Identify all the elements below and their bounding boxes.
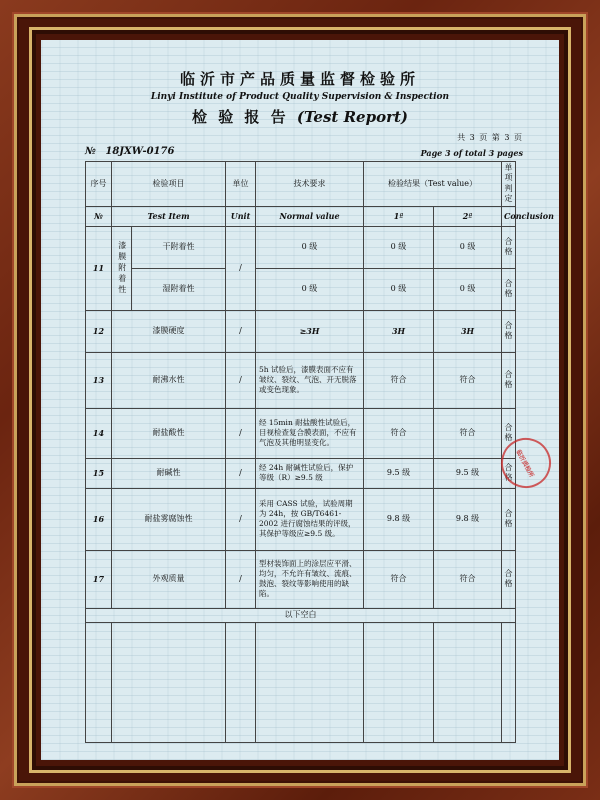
row-value-1: 符合 [364, 352, 434, 408]
row-no: 15 [86, 458, 112, 488]
institute-name-en: Linyi Institute of Product Quality Supervision & Inspection [150, 92, 450, 102]
col-header-unit: 单位 [226, 162, 256, 207]
row-value-2: 符合 [434, 408, 502, 458]
row-no: 13 [86, 352, 112, 408]
col-header-item-en: Test Item [112, 206, 226, 226]
row-unit: / [226, 488, 256, 550]
col-header-item: 检验项目 [112, 162, 226, 207]
row-conclusion: 合格 [502, 268, 516, 310]
col-header-req: 技术要求 [256, 162, 364, 207]
table-row [86, 550, 516, 608]
row-item: 湿附着性 [132, 268, 226, 310]
row-item: 外观质量 [112, 550, 226, 608]
report-title [41, 106, 559, 127]
report-number-label: № [85, 146, 96, 157]
col-header-no: 序号 [86, 162, 112, 207]
col-header-r1: 1ª [364, 206, 434, 226]
row-req: 型材装饰面上的涂层应平滑、均匀，不允许有皱纹、流痕、鼓泡、裂纹等影响使用的缺陷。 [256, 550, 364, 608]
row-conclusion: 合格 [502, 488, 516, 550]
row-req: ≥3H [256, 310, 364, 352]
row-value-1: 9.5 级 [364, 458, 434, 488]
col-header-conclusion-en: Conclusion [502, 206, 516, 226]
row-value-1: 符合 [364, 408, 434, 458]
table-row [86, 458, 516, 488]
report-paper [41, 40, 559, 760]
row-item: 漆膜硬度 [112, 310, 226, 352]
row-req: 采用 CASS 试验，试验周期为 24h，按 GB/T6461-2002 进行腐蚀结果的评级，其保护等级应≥9.5 级。 [256, 488, 364, 550]
row-req: 5h 试验后，漆膜表面不应有皱纹、裂纹、气泡、开无脱落或变色现象。 [256, 352, 364, 408]
row-conclusion: 合格 [502, 550, 516, 608]
row-value-2: 0 级 [434, 226, 502, 268]
page-info-en: Page 3 of total 3 pages [420, 148, 523, 158]
row-no: 17 [86, 550, 112, 608]
report-number-value: 18JXW-0176 [105, 146, 175, 157]
row-req: 经 24h 耐碱性试验后，保护等级（R）≥9.5 级 [256, 458, 364, 488]
row-no: 11 [86, 226, 112, 310]
row-value-1: 0 级 [364, 268, 434, 310]
row-value-1: 3H [364, 310, 434, 352]
report-title-en: (Test Report) [296, 108, 408, 126]
table-row [86, 408, 516, 458]
row-conclusion: 合格 [502, 310, 516, 352]
col-header-result: 检验结果（Test value） [364, 162, 502, 207]
col-header-conclusion: 单项判定 [502, 162, 516, 207]
table-empty-area [86, 622, 516, 742]
row-value-2: 9.5 级 [434, 458, 502, 488]
header-row-en [86, 206, 516, 226]
row-unit: / [226, 226, 256, 310]
row-item: 干附着性 [132, 226, 226, 268]
row-unit: / [226, 310, 256, 352]
col-header-no-en: № [86, 206, 112, 226]
table-footer-row [86, 608, 516, 622]
row-value-2: 0 级 [434, 268, 502, 310]
row-value-2: 3H [434, 310, 502, 352]
col-header-r2: 2ª [434, 206, 502, 226]
row-conclusion: 合格 [502, 352, 516, 408]
row-item: 耐盐酸性 [112, 408, 226, 458]
row-req: 0 级 [256, 268, 364, 310]
row-value-2: 符合 [434, 550, 502, 608]
empty-cell [502, 622, 516, 742]
row-group-label: 漆膜附着性 [112, 226, 132, 310]
empty-cell [86, 622, 112, 742]
institute-name-cn: 临沂市产品质量监督检验所 [179, 70, 420, 88]
report-title-cn: 检 验 报 告 [191, 108, 289, 126]
blank-below-note: 以下空白 [86, 608, 516, 622]
empty-cell [364, 622, 434, 742]
row-req: 经 15min 耐盐酸性试验后，目视检查复合膜表面，不应有气泡及其他明显变化。 [256, 408, 364, 458]
table-row [86, 226, 516, 268]
row-no: 12 [86, 310, 112, 352]
row-value-1: 符合 [364, 550, 434, 608]
table-row [86, 268, 516, 310]
report-number [85, 146, 174, 157]
row-value-1: 0 级 [364, 226, 434, 268]
col-header-req-en: Normal value [256, 206, 364, 226]
row-unit: / [226, 408, 256, 458]
table-row [86, 352, 516, 408]
row-unit: / [226, 352, 256, 408]
empty-cell [112, 622, 226, 742]
row-value-2: 符合 [434, 352, 502, 408]
col-header-unit-en: Unit [226, 206, 256, 226]
row-value-1: 9.8 级 [364, 488, 434, 550]
row-unit: / [226, 458, 256, 488]
row-conclusion: 合格 [502, 408, 516, 458]
row-no: 14 [86, 408, 112, 458]
table-row [86, 488, 516, 550]
row-item: 耐碱性 [112, 458, 226, 488]
page-info-cn: 共 3 页 第 3 页 [457, 133, 523, 142]
row-no: 16 [86, 488, 112, 550]
row-unit: / [226, 550, 256, 608]
row-conclusion: 合格 [502, 458, 516, 488]
empty-cell [434, 622, 502, 742]
row-req: 0 级 [256, 226, 364, 268]
row-value-2: 9.8 级 [434, 488, 502, 550]
empty-cell [226, 622, 256, 742]
seal-text: 临沂质检所 [514, 448, 536, 479]
table-row [86, 310, 516, 352]
row-item: 耐盐雾腐蚀性 [112, 488, 226, 550]
empty-cell [256, 622, 364, 742]
row-item: 耐沸水性 [112, 352, 226, 408]
row-conclusion: 合格 [502, 226, 516, 268]
header-row-cn [86, 162, 516, 207]
